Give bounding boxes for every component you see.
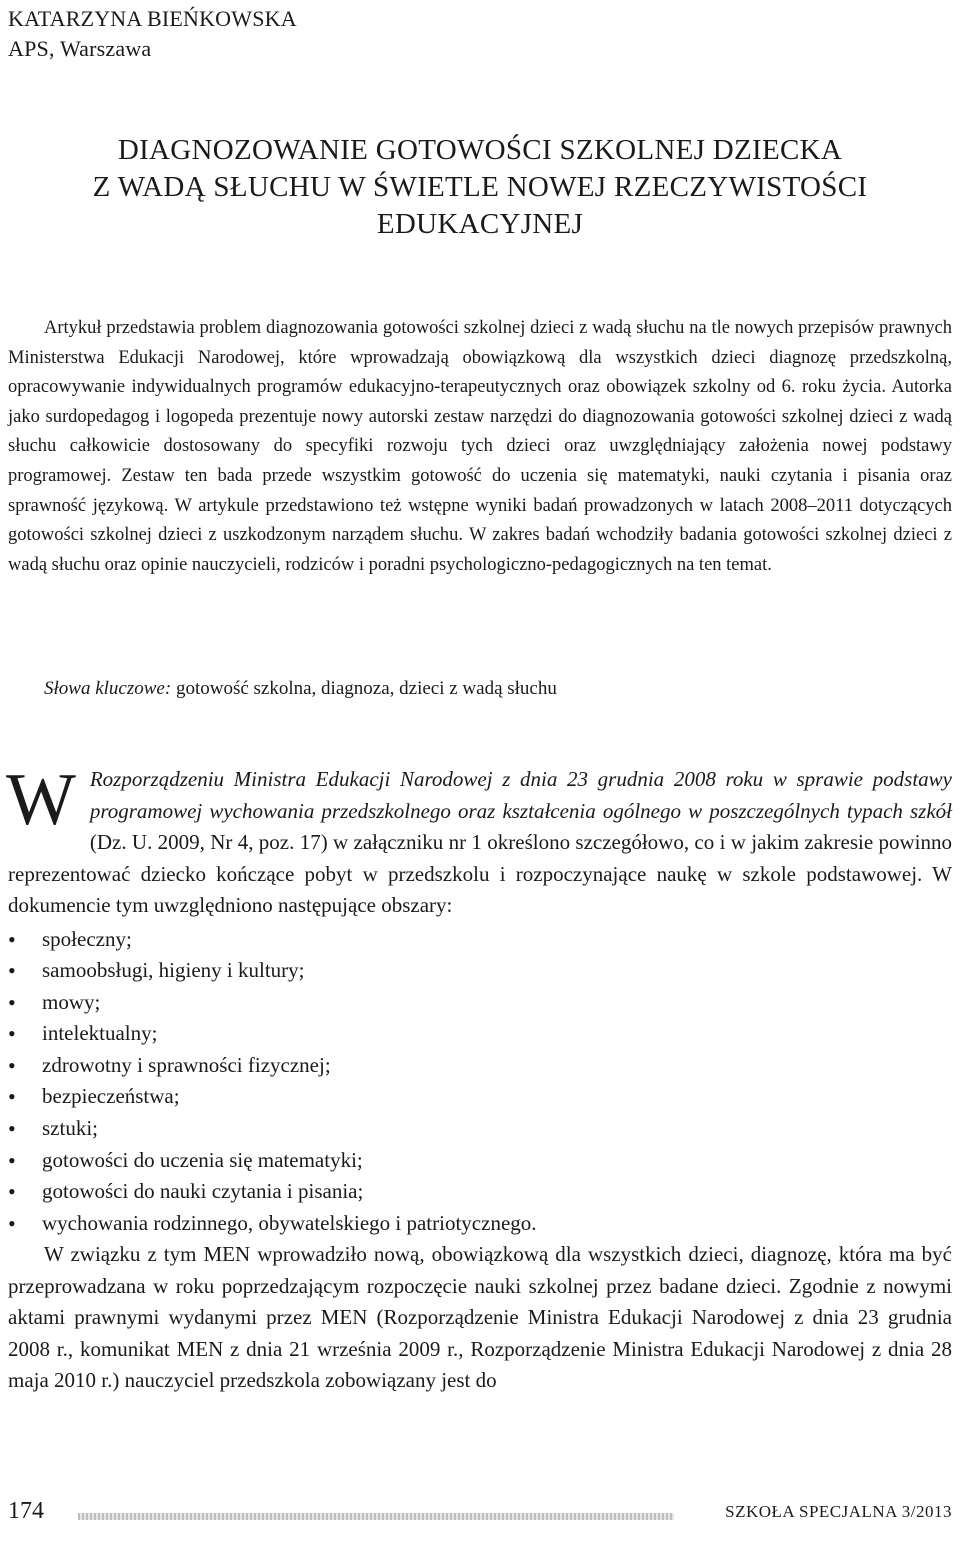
list-item: • zdrowotny i sprawności fizycznej; <box>8 1050 952 1082</box>
list-item: • gotowości do uczenia się matematyki; <box>8 1145 952 1177</box>
abstract-text: Artykuł przedstawia problem diagnozowania gotowości szkolnej dzieci z wadą słuchu na tle nowych przepisów prawnych Ministerstwa Edukacji Narodowej, które wprowadzają obowiązkową dla wszystkich dzieci diagnozę przedszkolną, opracowywanie indywidualnych programów edukacyjno-terapeutycznych oraz obowiązek szkolny od 6. roku życia. Autorka jako surdopedagog i logopeda prezentuje nowy autorski zestaw narzędzi do diagnozowania gotowości szkolnej dzieci z wadą słuchu całkowicie dostosowany do specyfiki rozwoju tych dzieci oraz uwzględniający założenia nowej podstawy programowej. Zestaw ten bada przede wszystkim gotowość do uczenia się matematyki, nauki czytania i pisania oraz sprawność językową. W artykule przedstawiono też wstępne wyniki badań prowadzonych w latach 2008–2011 dotyczących gotowości szkolnej dzieci z uszkodzonym narządem słuchu. W zakres badań wchodziły badania gotowości szkolnej dzieci z wadą słuchu oraz opinie nauczycieli, rodziców i poradni psychologiczno-pedagogicznych na ten temat. <box>8 318 952 575</box>
footer-rule <box>78 1513 674 1520</box>
closing-paragraph: W związku z tym MEN wprowadziło nową, obowiązkową dla wszystkich dzieci, diagnozę, która ma być przeprowadzana w roku poprzedzającym rozpoczęcie nauki szkolnej przez badane dzieci. Zgodnie z nowymi aktami prawnymi wydanymi przez MEN (Rozporządzenie Ministra Edukacji Narodowej z dnia 23 grudnia 2008 r., komunikat MEN z dnia 21 września 2009 r., Rozporządzenie Ministra Edukacji Narodowej z dnia 28 maja 2010 r.) nauczyciel przedszkola zobowiązany jest do <box>8 1242 952 1393</box>
author-name: KATARZYNA BIEŃKOWSKA <box>8 6 297 31</box>
list-item: • wychowania rodzinnego, obywatelskiego i patriotycznego. <box>8 1208 952 1240</box>
drop-cap: W <box>6 759 76 841</box>
list-item: • bezpieczeństwa; <box>8 1081 952 1113</box>
page-number: 174 <box>8 1498 44 1524</box>
article-title <box>0 132 960 243</box>
intro-text: (Dz. U. 2009, Nr 4, poz. 17) w załączniku nr 1 określono szczegółowo, co i w jakim zakresie powinno reprezentować dziecko kończące pobyt w przedszkolu i rozpoczynające naukę w szkole podstawowej. W dokumencie tym uwzględniono następujące obszary: <box>8 830 952 917</box>
author-affiliation: APS, Warszawa <box>8 36 152 61</box>
areas-list <box>8 924 952 1240</box>
keywords-text: gotowość szkolna, diagnoza, dzieci z wadą słuchu <box>175 678 557 699</box>
abstract <box>8 314 952 580</box>
title-line-1: DIAGNOZOWANIE GOTOWOŚCI SZKOLNEJ DZIECKA <box>117 134 843 166</box>
article-body <box>6 759 952 1397</box>
list-item: • intelektualny; <box>8 1018 952 1050</box>
list-item: • gotowości do nauki czytania i pisania; <box>8 1176 952 1208</box>
keywords-label: Słowa kluczowe: <box>44 678 172 699</box>
keywords-line <box>44 674 557 704</box>
author-block <box>8 4 297 64</box>
list-item: • sztuki; <box>8 1113 952 1145</box>
intro-paragraph <box>6 759 952 922</box>
journal-name: SZKOŁA SPECJALNA 3/2013 <box>725 1502 952 1521</box>
list-item: • mowy; <box>8 987 952 1019</box>
list-item: • społeczny; <box>8 924 952 956</box>
list-item: • samoobsługi, higieny i kultury; <box>8 955 952 987</box>
title-line-2: Z WADĄ SŁUCHU W ŚWIETLE NOWEJ RZECZYWISTOŚCI <box>92 171 868 203</box>
page-footer <box>0 1496 960 1536</box>
title-line-3: EDUKACYJNEJ <box>376 208 584 240</box>
regulation-title: Rozporządzeniu Ministra Edukacji Narodowej z dnia 23 grudnia 2008 roku w sprawie podstawy programowej wychowania przedszkolnego oraz kształcenia ogólnego w poszczególnych typach szkół <box>89 767 952 823</box>
